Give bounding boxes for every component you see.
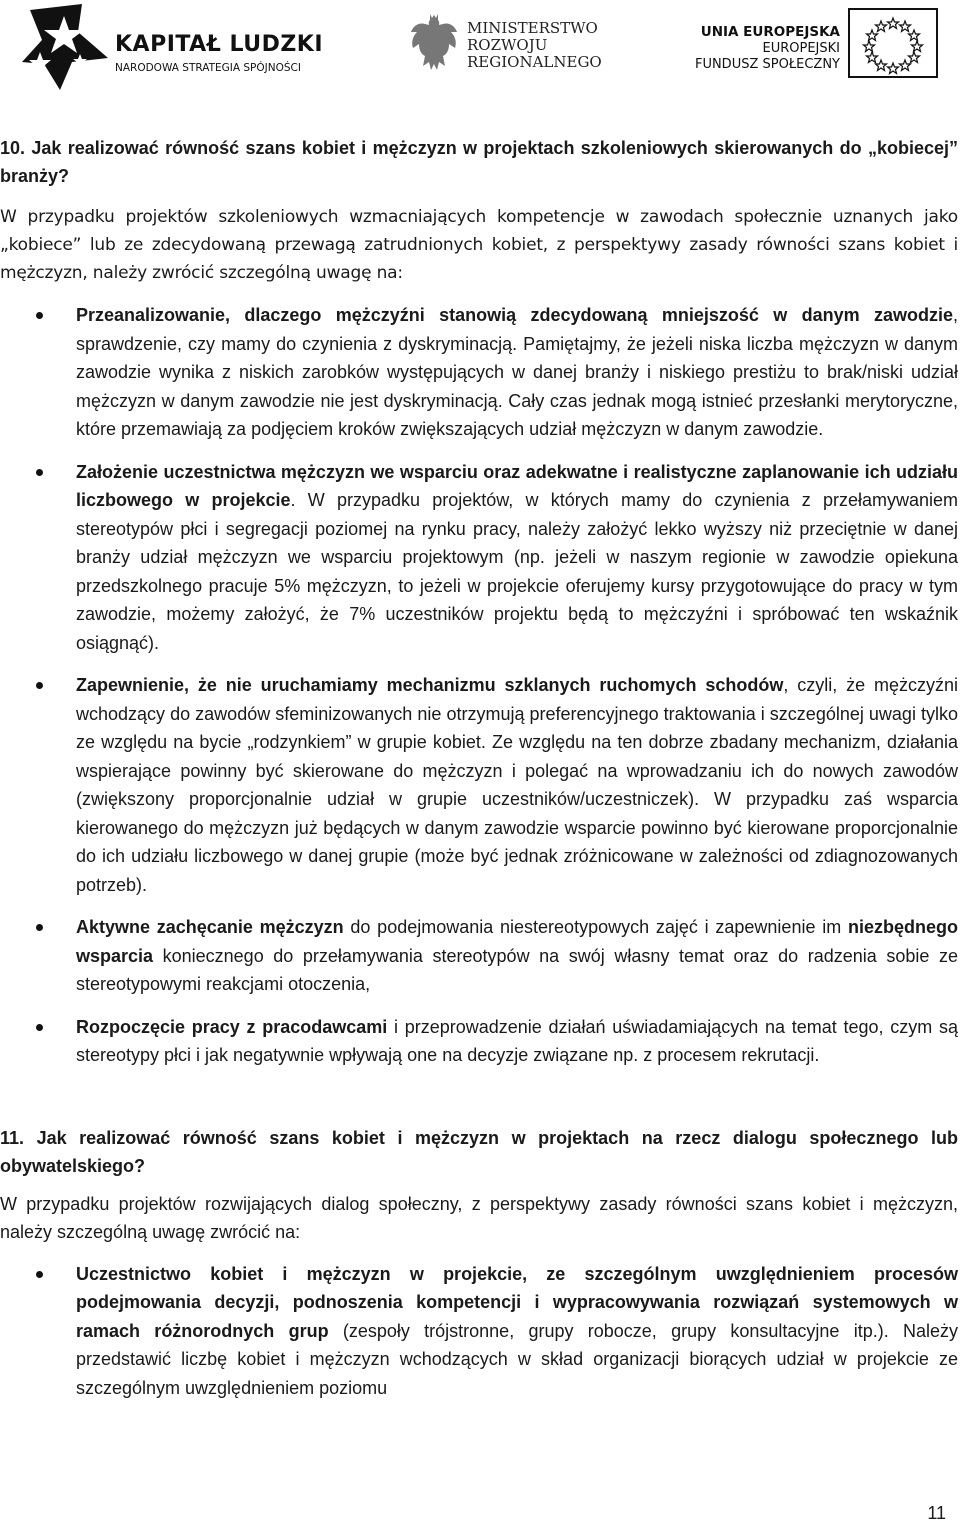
list-item-bold: Aktywne zachęcanie mężczyzn [76,917,344,937]
eagle-emblem-icon [405,12,463,76]
list-item-bold-2: niezbędnego wsparcia [76,917,958,966]
eu-flag-icon [848,8,938,78]
list-item [0,458,958,658]
kapital-ludzki-title: KAPITAŁ LUDZKI [115,32,324,57]
list-item-text: , czyli, że mężczyźni wchodzący do zawodów sfeminizowanych nie otrzymują preferencyjnego traktowania i szczególnej uwagi tylko ze względu na bycie „rodzynkiem” w grupie kobiet. Ze względu na ten dobrze zbadany mechanizm, działania wspierające powinny być skierowane do mężczyzn i polegać na wprowadzaniu ich do nowych zawodów (zwiększony proporcjonalnie udział w grupie uczestników/uczestniczek). W przypadku zaś wsparcia kierowanego do mężczyzn już będących w danym zawodzie wsparcie powinno być kierowane proporcjonalnie do ich udziału liczbowego w danej grupie (może być jednak zróżnicowane w zależności od zdiagnozowanych potrzeb). [76,675,959,895]
ministry-logo [405,8,605,88]
section-10-intro: W przypadku projektów szkoleniowych wzmacniających kompetencje w zawodach społecznie uznanych jako „kobiece” lub ze zdecydowaną przewagą zatrudnionych kobiet, z perspektywy zasady równości szans kobiet i mężczyzn, należy zwrócić szczególną uwagę na: [0,207,958,283]
document-body [0,134,958,1402]
eu-line-2: EUROPEJSKI [762,41,840,56]
eu-line-3: FUNDUSZ SPOŁECZNY [694,57,840,72]
list-item [0,913,958,999]
kapital-ludzki-subtitle: NARODOWA STRATEGIA SPÓJNOŚCI [115,62,301,74]
ministry-line-3: REGIONALNEGO [467,53,602,71]
list-item [0,301,958,444]
section-10-heading: 10. Jak realizować równość szans kobiet i mężczyzn w projektach szkoleniowych skierowanych do „kobiecej” branży? [0,138,958,186]
eu-line-1: UNIA EUROPEJSKA [700,24,840,40]
section-11-intro: W przypadku projektów rozwijających dialog społeczny, z perspektywy zasady równości szans kobiet i mężczyzn, należy szczególną uwagę zwrócić na: [0,1193,958,1242]
list-item-bold: Założenie uczestnictwa mężczyzn we wsparciu oraz adekwatne i realistyczne zaplanowanie ich udziału liczbowego w projekcie [76,461,958,510]
ministry-line-2: ROZWOJU [467,36,548,54]
section-11-list [0,1260,958,1403]
list-item-text: (zespoły trójstronne, grupy robocze, grupy konsultacyjne itp.). Należy przedstawić liczbę kobiet i mężczyzn wchodzących w skład organizacji biorących udział w projekcie ze szczególnym uwzględnieniem poziomu [76,1320,958,1398]
list-item-text-2: koniecznego do przełamywania stereotypów na swój własny temat oraz do radzenia sobie ze stereotypowymi reakcjami otoczenia, [76,945,958,994]
list-item-text: , sprawdzenie, czy mamy do czynienia z dyskryminacją. Pamiętajmy, że jeżeli niska liczba mężczyzn w danym zawodzie wynika z niskich zarobków występujących w danej branży i niskiego prestiżu to brak/niski udział mężczyzn w danym zawodzie nie jest dyskryminacją. Cały czas jednak mogą istnieć przesłanki merytoryczne, które przemawiają za podjęciem kroków zwiększających udział mężczyzn w danym zawodzie. [76,305,958,439]
list-item-bold: Przeanalizowanie, dlaczego mężczyźni stanowią zdecydowaną mniejszość w danym zawodzie [76,305,953,325]
list-item-bold: Uczestnictwo kobiet i mężczyzn w projekcie, ze szczególnym uwzględnieniem procesów podejmowania decyzji, podnoszenia kompetencji i wypracowywania rozwiązań systemowych w ramach różnorodnych grup [76,1263,958,1341]
section-10-list [0,301,958,1070]
ministry-name [467,20,602,71]
list-item-bold: Rozpoczęcie pracy z pracodawcami [76,1016,388,1037]
list-item-bold: Zapewnienie, że nie uruchamiamy mechanizmu szklanych ruchomych schodów [76,675,784,695]
kapital-ludzki-emblem-icon [20,2,110,92]
page-number: 11 [927,1503,946,1523]
list-item-text: do podejmowania niestereotypowych zajęć i zapewnienie im [343,917,848,937]
ministry-line-1: MINISTERSTWO [467,19,598,37]
eu-text [690,24,840,73]
eu-logo [680,8,940,86]
list-item-text: . W przypadku projektów, w których mamy do czynienia z przełamywaniem stereotypów płci i segregacji poziomej na rynku pracy, należy założyć lekko wyższy niż przeciętnie w danej branży udział mężczyzn we wsparciu projektowym (np. jeżeli w naszym regionie w zawodzie opiekuna przedszkolnego pracuje 5% mężczyzn, to jeżeli w projekcie oferujemy kursy przygotowujące do pracy w tym zawodzie, możemy założyć, że 7% uczestników projektu będą to mężczyźni i spróbować ten wskaźnik osiągnąć). [76,490,958,653]
kapital-ludzki-logo [20,2,330,92]
list-item [0,1260,958,1403]
list-item [0,671,958,899]
list-item [0,1013,958,1070]
page-header [0,0,960,95]
section-11-heading: 11. Jak realizować równość szans kobiet i mężczyzn w projektach na rzecz dialogu społecznego lub obywatelskiego? [0,1127,958,1176]
list-item-text: i przeprowadzenie działań uświadamiających na temat tego, czym są stereotypy płci i jak negatywnie wpływają one na decyzje związane np. z procesem rekrutacji. [76,1016,958,1065]
